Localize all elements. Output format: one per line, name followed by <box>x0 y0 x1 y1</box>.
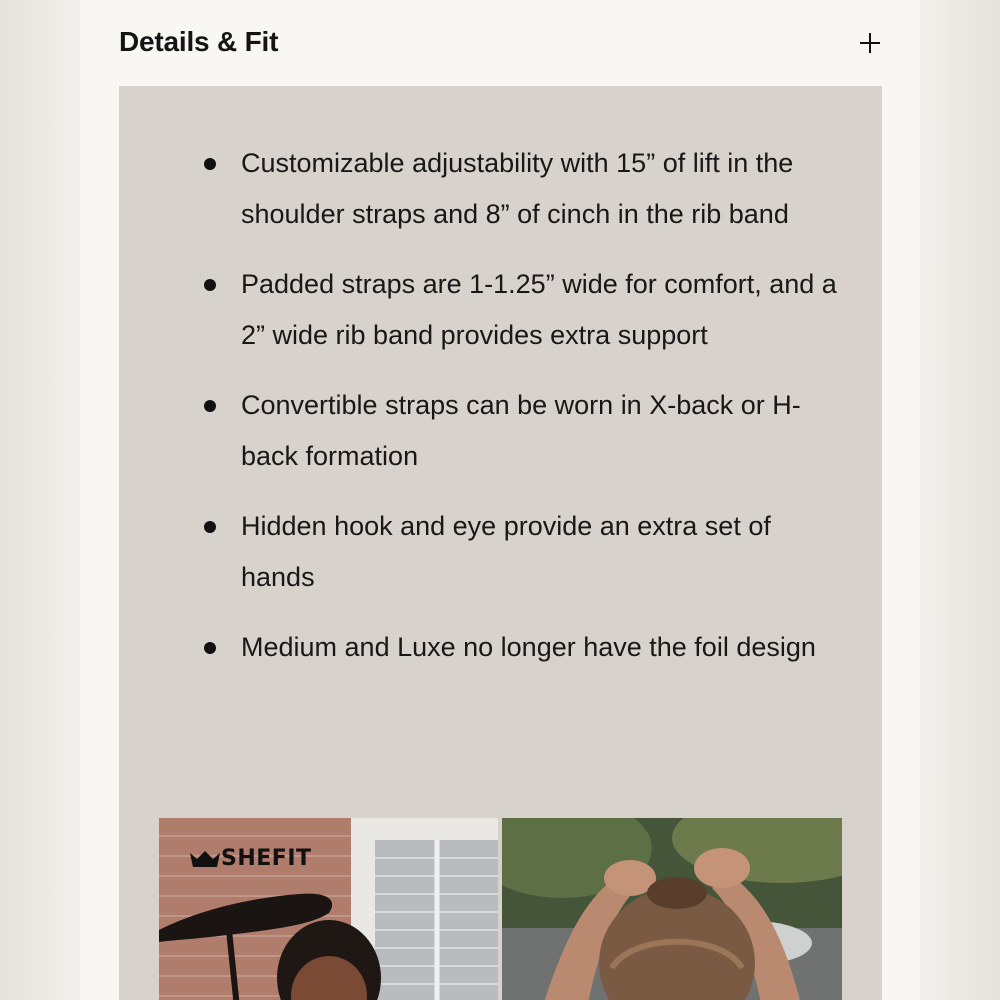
product-image-gallery <box>159 818 842 1000</box>
bullet-dot-icon <box>204 158 216 170</box>
bullet-dot-icon <box>204 521 216 533</box>
backdrop-left <box>0 0 80 1000</box>
crown-icon <box>189 850 221 868</box>
product-photo-left[interactable] <box>159 818 498 1000</box>
list-item <box>119 501 882 603</box>
bullet-text: Customizable adjustability with 15” of lift in the shoulder straps and 8” of cinch in the rib band <box>241 148 794 229</box>
bullet-dot-icon <box>204 279 216 291</box>
list-item <box>119 138 882 240</box>
bullet-text: Padded straps are 1-1.25” wide for comfort, and a 2” wide rib band provides extra support <box>241 269 837 350</box>
plus-icon[interactable] <box>859 32 881 54</box>
bullet-text: Convertible straps can be worn in X-back or H-back formation <box>241 390 801 471</box>
list-item <box>119 622 882 673</box>
details-panel <box>119 86 882 1000</box>
list-item <box>119 259 882 361</box>
accordion-header[interactable] <box>119 22 881 68</box>
backdrop-right <box>920 0 1000 1000</box>
bullet-list <box>119 138 882 692</box>
bullet-text: Hidden hook and eye provide an extra set of hands <box>241 511 771 592</box>
details-card <box>80 0 920 1000</box>
product-photo-right[interactable] <box>502 818 842 1000</box>
list-item <box>119 380 882 482</box>
bullet-text: Medium and Luxe no longer have the foil design <box>241 632 816 662</box>
brand-text: SHEFIT <box>221 846 312 871</box>
section-title: Details & Fit <box>119 26 279 57</box>
bullet-dot-icon <box>204 642 216 654</box>
brand-logo <box>189 846 312 871</box>
bullet-dot-icon <box>204 400 216 412</box>
